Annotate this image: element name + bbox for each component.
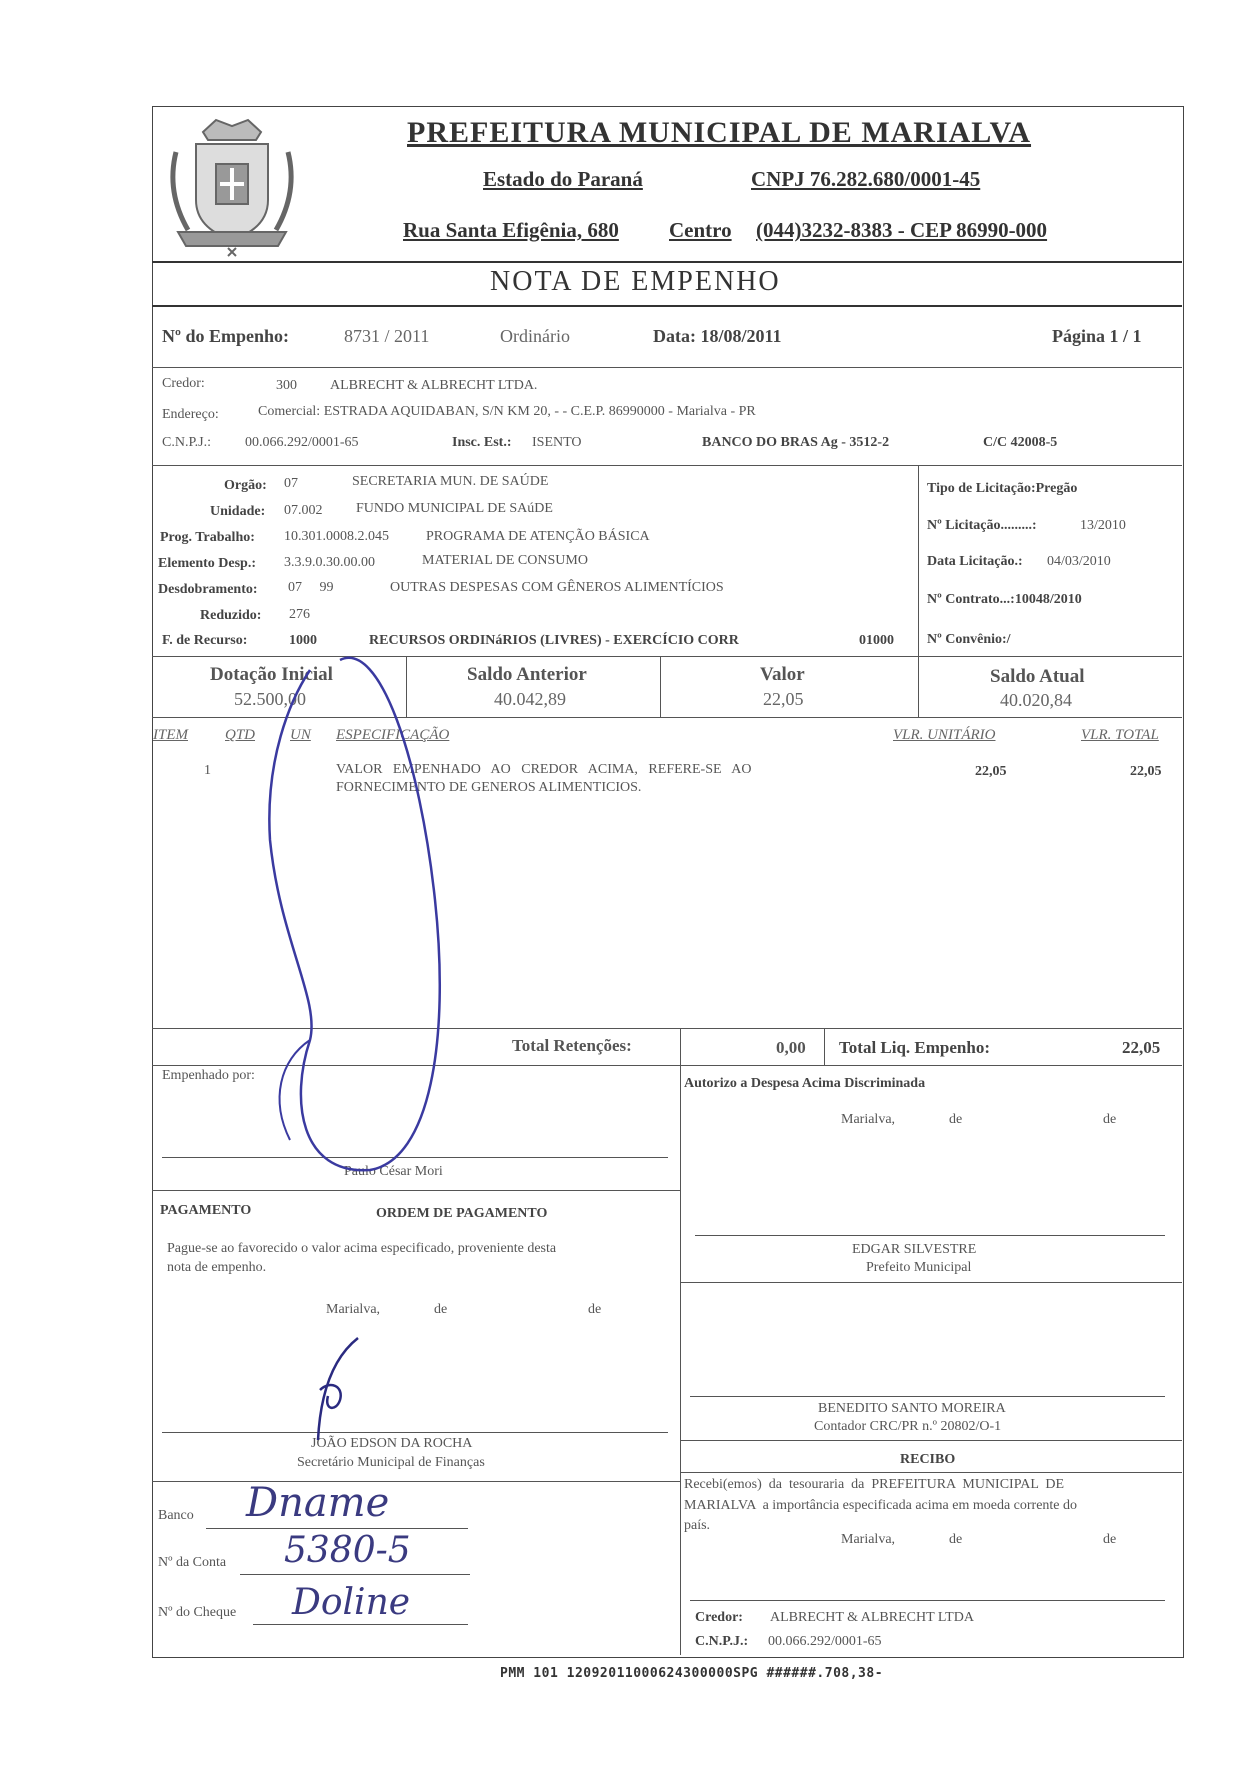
divider [152,1190,680,1191]
bid-date: 04/03/2010 [1047,554,1111,569]
accountant-title: Contador CRC/PR n.º 20802/O-1 [814,1419,1002,1434]
retentions-label: Total Retenções: [512,1036,632,1055]
bid-number: 13/2010 [1080,518,1126,533]
payment-order-label: ORDEM DE PAGAMENTO [376,1206,548,1221]
receipt-creditor-name: ALBRECHT & ALBRECHT LTDA [770,1610,974,1625]
value-amount: 22,05 [763,689,804,709]
resource-code: 1000 [289,633,317,648]
item-total: 22,05 [1130,764,1162,779]
net-total-label: Total Liq. Empenho: [839,1038,990,1057]
item-unit-price: 22,05 [975,764,1007,779]
breakdown-code: 07 99 [288,580,334,595]
divider [660,656,661,717]
element-name: MATERIAL DE CONSUMO [422,553,588,568]
mayor-title: Prefeito Municipal [866,1260,972,1275]
program-label: Prog. Trabalho: [160,530,255,545]
issued-by-name: Paulo César Mori [344,1164,443,1179]
payment-de-1: de [434,1302,448,1317]
program-code: 10.301.0008.2.045 [284,529,389,544]
breakdown-name: OUTRAS DESPESAS COM GÊNEROS ALIMENTÍCIOS [390,580,724,595]
receipt-cnpj-label: C.N.P.J.: [695,1634,749,1649]
organ-label: Orgão: [224,478,267,493]
net-total-value: 22,05 [1122,1038,1161,1057]
payment-text-1: Pague-se ao favorecido o valor acima especificado, proveniente desta [167,1241,557,1256]
creditor-cnpj-label: C.N.P.J.: [162,435,212,450]
address-phone-cep: (044)3232-8383 - CEP 86990-000 [756,218,1048,242]
account-line [240,1574,470,1575]
divider [152,305,1182,307]
signature-line [690,1600,1165,1601]
coat-of-arms-logo [158,112,306,257]
receipt-de-1: de [949,1532,963,1547]
resource-label: F. de Recurso: [162,633,248,648]
mayor-name: EDGAR SILVESTRE [852,1242,977,1257]
previous-balance-value: 40.042,89 [494,689,566,709]
issued-by-label: Empenhado por: [162,1068,255,1083]
unit-label: Unidade: [210,504,266,519]
divider [680,1472,1182,1473]
element-label: Elemento Desp.: [158,556,256,571]
receipt-text-3: país. [684,1518,711,1533]
bank-line [206,1528,468,1529]
address-label: Endereço: [162,407,219,422]
empenho-number-label: Nº do Empenho: [162,326,289,346]
empenho-type: Ordinário [500,326,570,346]
receipt-creditor-label: Credor: [695,1610,743,1625]
item-number: 1 [204,763,211,778]
divider [152,465,1182,466]
bid-type: Tipo de Licitação:Pregão [927,481,1078,496]
reduced-label: Reduzido: [200,608,262,623]
breakdown-label: Desdobramento: [158,582,258,597]
creditor-address: Comercial: ESTRADA AQUIDABAN, S/N KM 20, - - C.E.P. 86990000 - Marialva - PR [258,404,756,419]
divider [918,656,919,717]
prefecture-title: PREFEITURA MUNICIPAL DE MARIALVA [407,116,1032,149]
col-item: ITEM [153,727,188,743]
creditor-label: Credor: [162,376,205,391]
element-code: 3.3.9.0.30.00.00 [284,555,375,570]
authorization-label: Autorizo a Despesa Acima Discriminada [684,1076,926,1091]
state-registration: ISENTO [532,435,582,450]
bank-info: BANCO DO BRAS Ag - 3512-2 [702,435,890,450]
item-desc-line2: FORNECIMENTO DE GENEROS ALIMENTICIOS. [336,780,642,795]
divider [152,656,1182,657]
col-qty: QTD [225,727,256,743]
receipt-cnpj: 00.066.292/0001-65 [768,1634,882,1649]
accountant-name: BENEDITO SANTO MOREIRA [818,1401,1006,1416]
divider [152,1028,1182,1029]
agreement-number: Nº Convênio:/ [927,632,1011,647]
payment-de-2: de [588,1302,602,1317]
empenho-number: 8731 / 2011 [344,326,430,346]
authorization-de-2: de [1103,1112,1117,1127]
authorization-city: Marialva, [841,1112,896,1127]
address-district: Centro [669,218,732,242]
signature-line [162,1432,668,1433]
unit-name: FUNDO MUNICIPAL DE SAúDE [356,501,553,516]
divider [680,1440,1182,1441]
receipt-text-1: Recebi(emos) da tesouraria da PREFEITURA MUNICIPAL DE [684,1477,1065,1492]
bid-number-label: Nº Licitação.........: [927,518,1037,533]
empenho-date: Data: 18/08/2011 [653,326,782,346]
treasurer-title: Secretário Municipal de Finanças [297,1455,485,1470]
divider [152,367,1182,368]
organ-code: 07 [284,476,298,491]
col-unit: UN [290,727,311,743]
program-name: PROGRAMA DE ATENÇÃO BÁSICA [426,529,650,544]
divider [680,1065,681,1655]
col-spec: ESPECIFICAÇÃO [336,727,450,743]
payment-city: Marialva, [326,1302,381,1317]
reduced-code: 276 [289,607,310,622]
receipt-label: RECIBO [900,1452,956,1467]
bank-label: Banco [158,1508,194,1523]
divider [152,1481,680,1482]
cheque-label: Nº do Cheque [158,1605,237,1620]
creditor-code: 300 [276,378,297,393]
current-balance-label: Saldo Atual [990,666,1085,687]
treasurer-name: JOÃO EDSON DA ROCHA [311,1436,473,1451]
divider [680,1282,1182,1283]
item-desc-line1: VALOR EMPENHADO AO CREDOR ACIMA, REFERE-SE AO [336,762,752,777]
creditor-cnpj: 00.066.292/0001-65 [245,435,359,450]
cheque-line [253,1624,468,1625]
divider [152,1065,1182,1066]
initial-allocation-label: Dotação Inicial [210,664,333,685]
organ-name: SECRETARIA MUN. DE SAÚDE [352,474,549,489]
divider [918,465,919,657]
receipt-city: Marialva, [841,1532,896,1547]
address-street: Rua Santa Efigênia, 680 [403,218,619,242]
state-label: Estado do Paraná [483,167,643,191]
divider [680,1028,681,1066]
resource-name: RECURSOS ORDINáRIOS (LIVRES) - EXERCÍCIO CORR [369,633,739,648]
col-unit-price: VLR. UNITÁRIO [893,727,996,743]
account-number: C/C 42008-5 [983,435,1058,450]
current-balance-value: 40.020,84 [1000,690,1072,710]
account-label: Nº da Conta [158,1555,227,1570]
barcode-text: PMM 101 12092011000624300000SPG ######.708,38- [500,1666,884,1681]
page-number: Página 1 / 1 [1052,326,1142,346]
divider [152,261,1182,263]
cheque-handwritten: Doline [292,1582,411,1623]
col-total: VLR. TOTAL [1081,727,1159,743]
creditor-name: ALBRECHT & ALBRECHT LTDA. [330,378,538,393]
bid-date-label: Data Licitação.: [927,554,1023,569]
resource-number: 01000 [859,633,894,648]
divider [406,656,407,717]
contract-number: Nº Contrato...:10048/2010 [927,592,1082,607]
retentions-value: 0,00 [776,1038,806,1057]
payment-text-2: nota de empenho. [167,1260,267,1275]
signature-line [162,1157,668,1158]
receipt-text-2: MARIALVA a importância especificada acima em moeda corrente do [684,1498,1078,1513]
signature-line [695,1235,1165,1236]
previous-balance-label: Saldo Anterior [467,664,587,685]
initial-allocation-value: 52.500,00 [234,689,306,709]
account-handwritten: 5380-5 [284,1530,411,1571]
authorization-de-1: de [949,1112,963,1127]
divider [824,1028,825,1066]
unit-code: 07.002 [284,503,323,518]
signature-line [690,1396,1165,1397]
payment-label: PAGAMENTO [160,1203,252,1218]
bank-handwritten: Dname [246,1480,390,1526]
state-registration-label: Insc. Est.: [452,435,512,450]
divider [152,717,1182,718]
cnpj-header: CNPJ 76.282.680/0001-45 [751,167,981,191]
value-label: Valor [760,664,805,685]
document-title: NOTA DE EMPENHO [490,266,781,297]
receipt-de-2: de [1103,1532,1117,1547]
